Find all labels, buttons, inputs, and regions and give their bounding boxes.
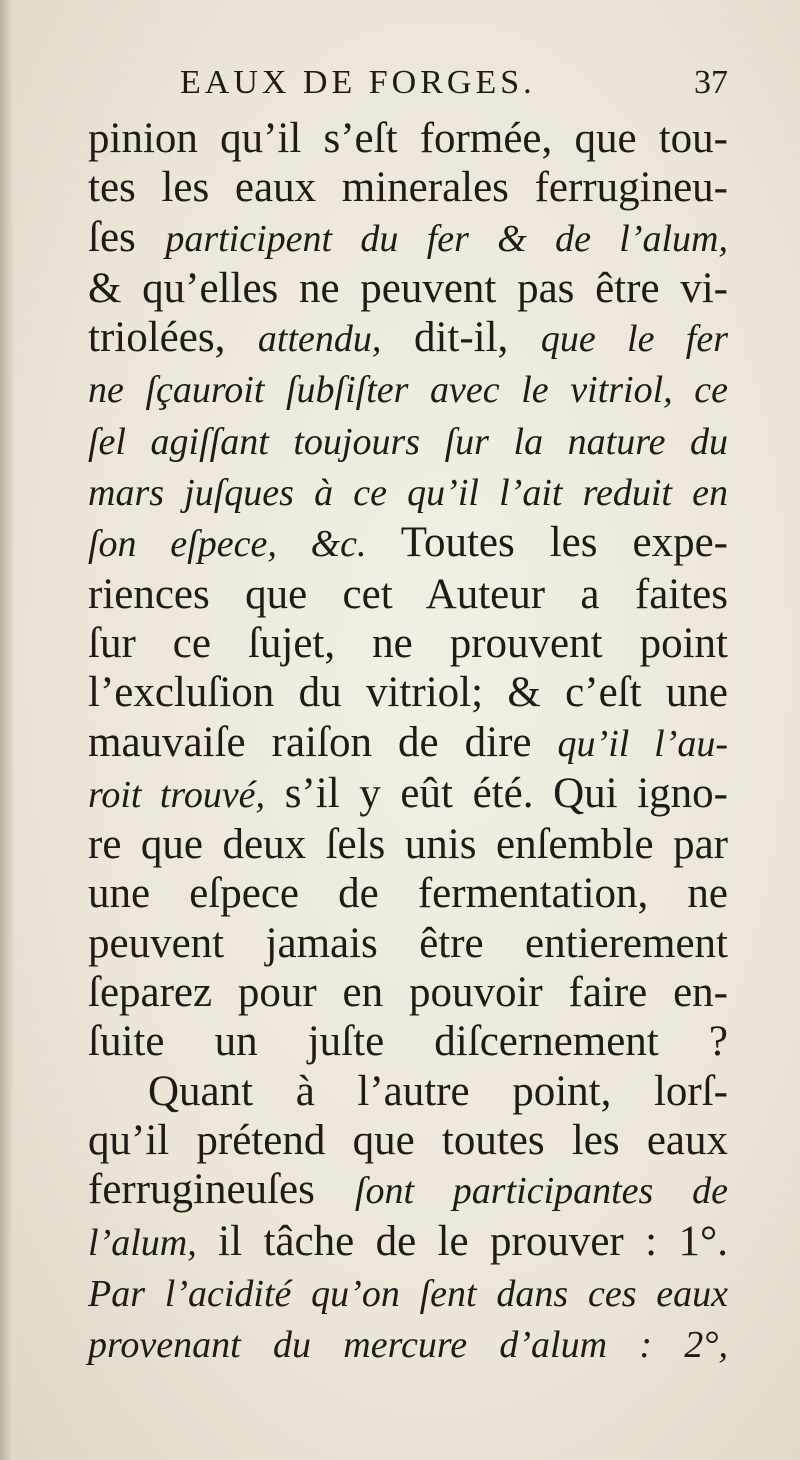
text-span: & qu’elles ne peuvent pas être vi- — [88, 264, 728, 312]
text-line — [88, 1319, 728, 1370]
text-line — [88, 1116, 728, 1165]
text-span: Toutes les expe- — [366, 519, 728, 567]
running-head — [180, 64, 728, 114]
text-span: il tâche de le prouver : 1°. — [196, 1217, 728, 1265]
page-gutter-shadow — [0, 0, 14, 1460]
italic-text-span: Par l’acidité qu’on ſent dans ces eaux — [88, 1272, 728, 1315]
text-span: riences que cet Auteur a faites — [88, 570, 728, 618]
text-line — [88, 1067, 728, 1116]
text-span: une eſpece de fermentation, ne — [88, 870, 728, 918]
text-line — [88, 570, 728, 619]
text-line — [88, 619, 728, 668]
text-span: Quant à l’autre point, lorſ- — [148, 1067, 728, 1115]
text-line — [88, 820, 728, 869]
text-line — [88, 114, 728, 163]
italic-text-span: attendu, — [257, 318, 382, 361]
text-span: ferrugineuſes — [88, 1166, 355, 1214]
text-span: re que deux ſels unis enſemble par — [88, 821, 728, 869]
italic-text-span: ſel agiſſant toujours ſur la nature du — [88, 420, 728, 463]
italic-text-span: que le fer — [540, 318, 728, 361]
text-line — [88, 668, 728, 717]
text-span: triolées, — [88, 314, 258, 362]
italic-text-span: participent du fer & de l’alum, — [165, 217, 728, 260]
text-span: tes les eaux minerales ferrugineu- — [88, 164, 728, 212]
text-line — [88, 467, 728, 518]
text-line — [88, 518, 728, 569]
text-line — [88, 313, 728, 364]
text-span: mauvaiſe raiſon de dire — [88, 718, 558, 766]
text-line — [88, 213, 728, 264]
running-head-title: EAUX DE FORGES. — [180, 64, 536, 101]
italic-text-span: provenant du mercure d’alum : 2°, — [88, 1324, 728, 1367]
text-line — [88, 1268, 728, 1319]
body-text — [88, 114, 728, 1370]
text-line — [88, 416, 728, 467]
text-line — [88, 919, 728, 968]
text-line — [88, 264, 728, 313]
text-line — [88, 364, 728, 415]
text-span: ſes — [88, 213, 166, 261]
italic-text-span: l’alum, — [88, 1221, 197, 1264]
text-line — [88, 1017, 728, 1066]
text-line — [88, 163, 728, 212]
text-span: qu’il prétend que toutes les eaux — [88, 1116, 728, 1164]
text-span: ſeparez pour en pouvoir faire en- — [88, 969, 728, 1017]
text-span: peuvent jamais être entierement — [88, 919, 728, 967]
text-line — [88, 1217, 728, 1268]
italic-text-span: ſont participantes de — [354, 1170, 728, 1213]
italic-text-span: roit trouvé, — [88, 773, 266, 816]
page-number: 37 — [694, 64, 728, 101]
italic-text-span: mars juſques à ce qu’il l’ait reduit en — [88, 472, 728, 515]
italic-text-span: qu’il l’au- — [557, 722, 728, 765]
text-line — [88, 718, 728, 769]
text-span: dit-il, — [381, 314, 541, 362]
text-span: ſuite un juſte diſcernement ? — [88, 1018, 728, 1066]
text-span: pinion qu’il s’eſt formée, que tou- — [88, 115, 728, 162]
text-line — [88, 869, 728, 918]
italic-text-span: ſon eſpece, &c. — [88, 523, 367, 566]
text-span: l’excluſion du vitriol; & c’eſt une — [88, 669, 728, 717]
text-line — [88, 769, 728, 820]
text-span: ſur ce ſujet, ne prouvent point — [88, 619, 728, 667]
page-text-block — [88, 64, 728, 1370]
text-line — [88, 1165, 728, 1216]
italic-text-span: ne ſçauroit ſubſiſter avec le vitriol, ce — [88, 369, 728, 412]
text-line — [88, 968, 728, 1017]
text-span: s’il y eût été. Qui igno- — [265, 769, 728, 817]
